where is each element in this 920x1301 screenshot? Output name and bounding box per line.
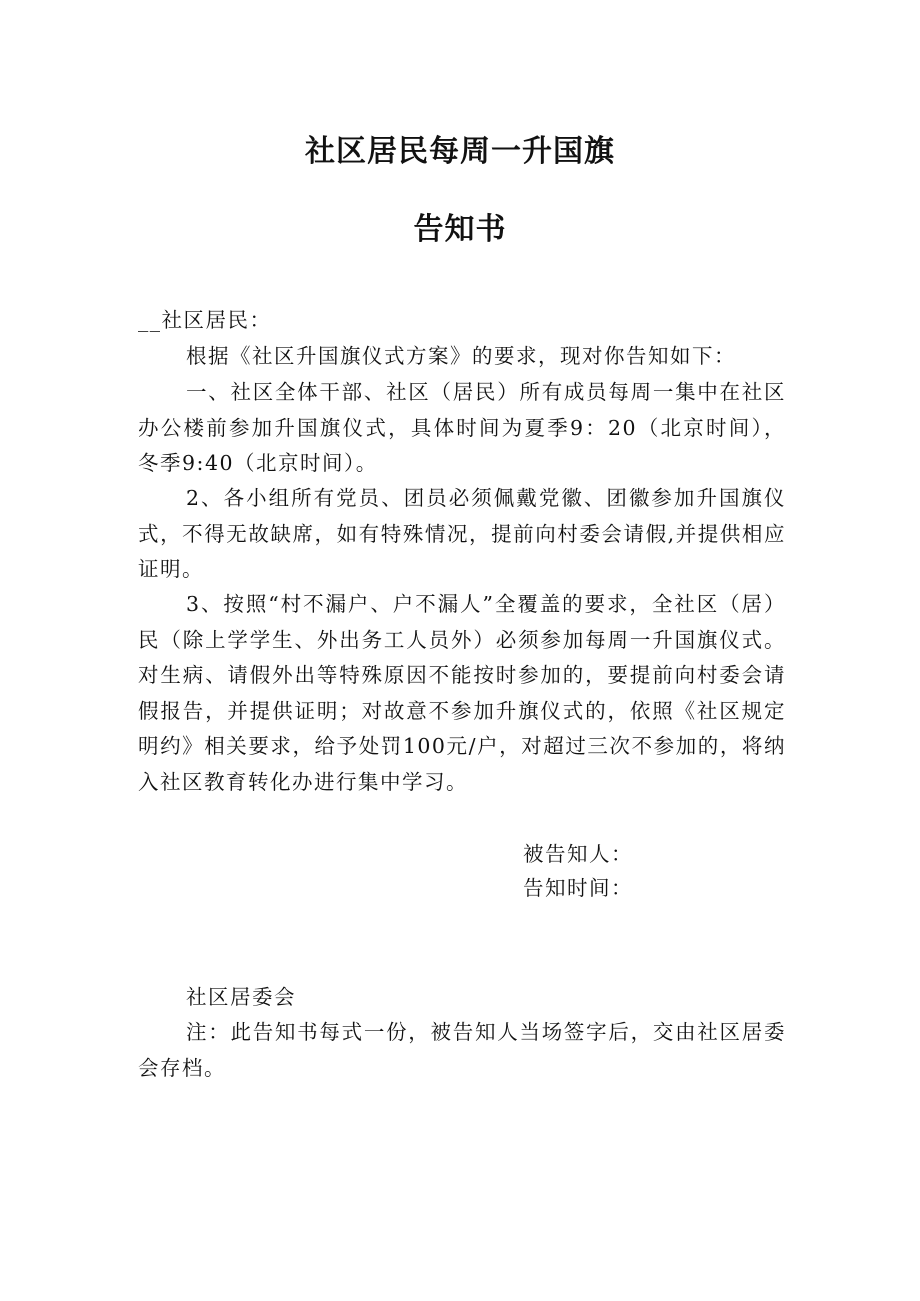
notified-person-label: 被告知人： [523,842,633,866]
organization-name: 社区居委会 [186,985,296,1009]
notify-time-label: 告知时间： [523,876,633,900]
salutation: __社区居民： [138,308,272,332]
document-title: 社区居民每周一升国旗 [305,134,615,169]
intro-paragraph: 根据《社区升国旗仪式方案》的要求，现对你告知如下： [186,344,736,368]
archive-note: 注：此告知书每式一份，被告知人当场签字后，交由社区居委会存档。 [138,1020,786,1080]
clause-2-paragraph: 2、各小组所有党员、团员必须佩戴党徽、团徽参加升国旗仪式，不得无故缺席，如有特殊情况，提前向村委会请假,并提供相应证明。 [138,486,786,582]
clause-3-paragraph: 3、按照“村不漏户、户不漏人”全覆盖的要求，全社区（居）民（除上学学生、外出务工人员外）必须参加每周一升国旗仪式。对生病、请假外出等特殊原因不能按时参加的，要提前向村委会请假报告，并提供证明；对故意不参加升旗仪式的，依照《社区规定明约》相关要求，给予处罚100元/户，对超过三次不参加的，将纳入社区教育转化办进行集中学习。 [138,592,786,794]
clause-1-paragraph: 一、社区全体干部、社区（居民）所有成员每周一集中在社区办公楼前参加升国旗仪式，具体时间为夏季9：20（北京时间），冬季9:40（北京时间）。 [138,380,786,476]
document-subtitle: 告知书 [413,212,507,247]
